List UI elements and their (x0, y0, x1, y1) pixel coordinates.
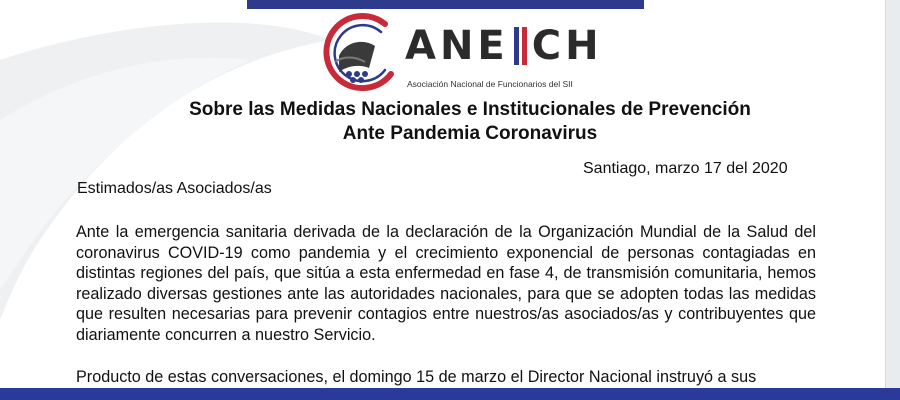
title-line-1: Sobre las Medidas Nacionales e Institucionales de Prevención (189, 99, 751, 120)
top-accent-bar (247, 0, 644, 9)
logo-word-right: CH (531, 23, 603, 69)
logo-bars (514, 27, 527, 65)
logo-emblem-icon (315, 12, 399, 96)
paragraph-1: Ante la emergencia sanitaria derivada de la declaración de la Organización Mundial de la Salud del coronavirus COVID-19 como pandemia y el crecimiento exponencial de personas contagiadas en distintas regiones del país, que sitúa a esta enfermedad en fase 4, de transmisión comunitaria, hemos realizado diversas gestiones ante las autoridades nacionales, para que se adopten todas las medidas que resulten necesarias para prevenir contagios entre nuestros/as asociados/as y contribuyentes que diariamente concurren a nuestro Servicio. (76, 223, 816, 344)
aneiich-logo (315, 12, 603, 96)
title-line-2: Ante Pandemia Coronavirus (342, 123, 598, 144)
document-title (0, 98, 900, 146)
greeting: Estimados/as Asociados/as (77, 180, 272, 197)
paragraph-2: Producto de estas conversaciones, el domingo 15 de marzo el Director Nacional instruyó a sus (76, 368, 757, 386)
bottom-accent-bar (0, 388, 900, 400)
logo-wordmark (405, 23, 603, 69)
logo-tagline: Asociación Nacional de Funcionarios del SII (407, 79, 573, 89)
logo-word-left: ANE (405, 23, 509, 69)
page-edge (886, 0, 900, 400)
document-date: Santiago, marzo 17 del 2020 (583, 160, 788, 177)
